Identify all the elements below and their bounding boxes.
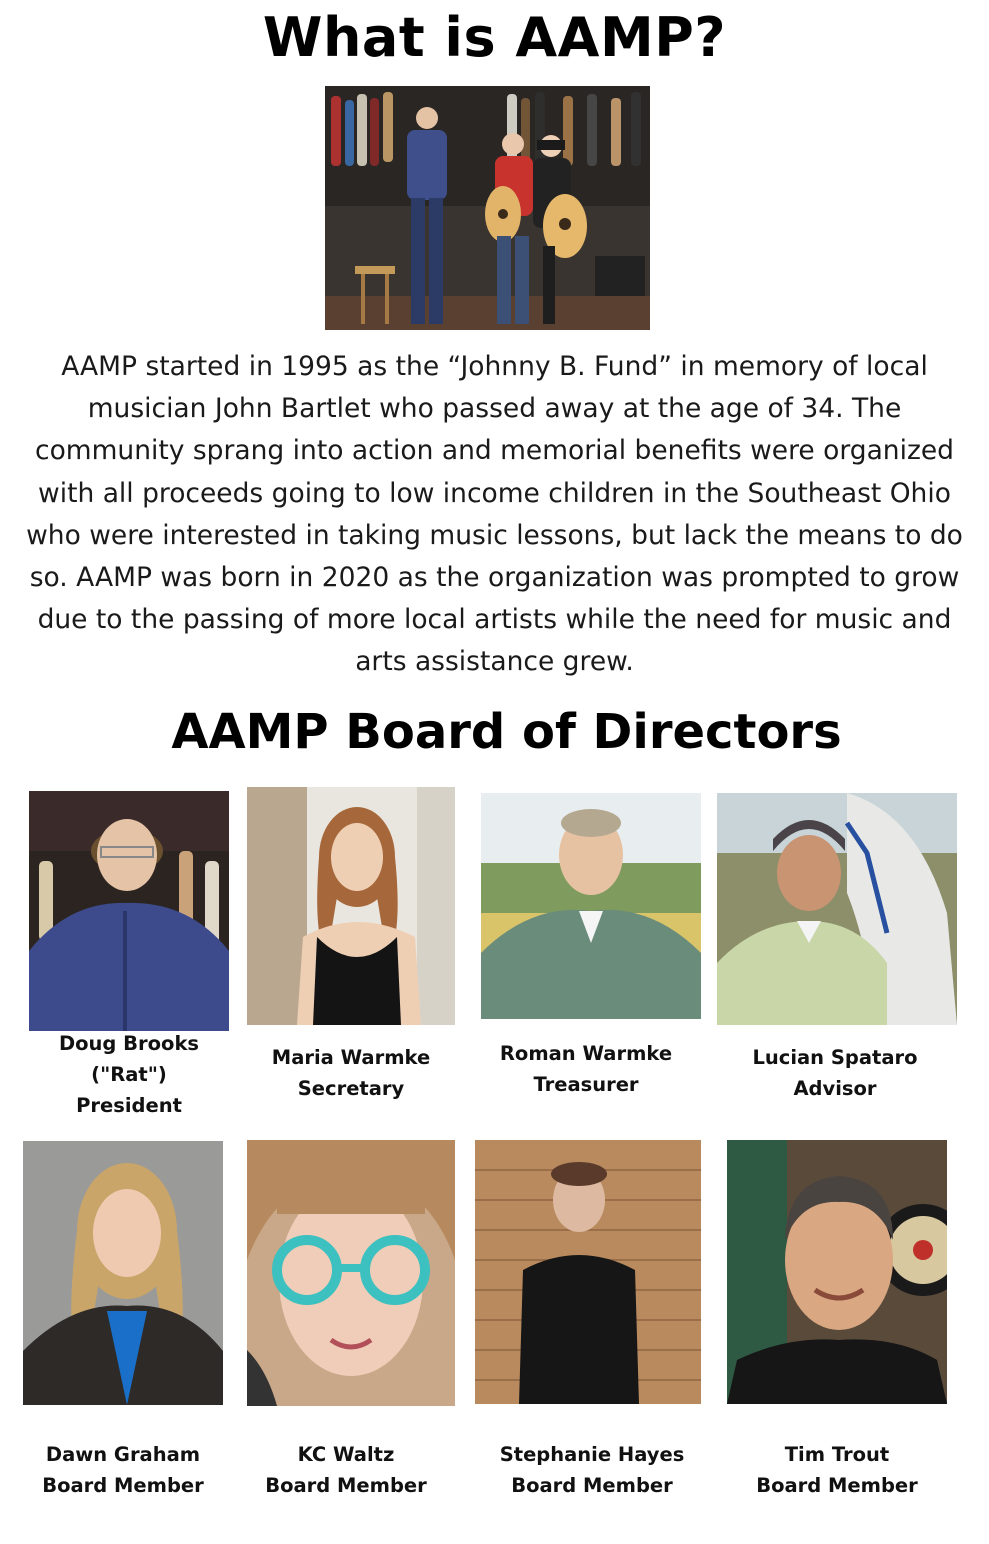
director-name: Tim Trout	[784, 1443, 890, 1466]
director-name: Doug Brooks	[58, 1032, 200, 1055]
director-photo	[29, 791, 229, 1031]
intro-paragraph: AAMP started in 1995 as the “Johnny B. Fund” in memory of local musician John Bartlet who passed away at the age of 34. The community sprang into action and memorial benefits were organized with all proceeds going to low income children in the Southeast Ohio who were interested in taking music lessons, but lack the means to do so. AAMP was born in 2020 as the organization was prompted to grow due to the passing of more local artists while the need for music and arts assistance grew.	[26, 351, 963, 678]
director-photo	[717, 793, 957, 1025]
director-role: Board Member	[265, 1474, 427, 1497]
director-caption	[247, 1042, 455, 1104]
director-nickname: ("Rat")	[91, 1063, 167, 1086]
director-name: Roman Warmke	[499, 1042, 673, 1065]
director-caption	[717, 1042, 953, 1104]
director-name: KC Waltz	[297, 1443, 395, 1466]
director-role: Board Member	[42, 1474, 204, 1497]
director-caption	[23, 1439, 223, 1501]
director-photo	[727, 1140, 947, 1404]
director-photo	[247, 787, 455, 1025]
director-role: Board Member	[511, 1474, 673, 1497]
director-role: Advisor	[793, 1077, 877, 1100]
director-role: President	[76, 1094, 182, 1117]
board-title: AAMP Board of Directors	[171, 704, 842, 760]
director-caption	[481, 1038, 691, 1100]
director-role: Treasurer	[533, 1073, 639, 1096]
director-caption	[482, 1439, 702, 1501]
director-photo	[247, 1140, 455, 1406]
director-photo	[481, 793, 701, 1019]
director-name: Stephanie Hayes	[499, 1443, 685, 1466]
director-photo	[475, 1140, 701, 1404]
director-role: Secretary	[297, 1077, 405, 1100]
group-photo	[325, 86, 650, 330]
director-name: Lucian Spataro	[752, 1046, 918, 1069]
director-role: Board Member	[756, 1474, 918, 1497]
director-caption	[727, 1439, 947, 1501]
page-title: What is AAMP?	[262, 6, 727, 69]
director-photo	[23, 1141, 223, 1405]
director-caption	[29, 1028, 229, 1121]
director-name: Dawn Graham	[45, 1443, 201, 1466]
director-name: Maria Warmke	[271, 1046, 431, 1069]
director-caption	[247, 1439, 445, 1501]
